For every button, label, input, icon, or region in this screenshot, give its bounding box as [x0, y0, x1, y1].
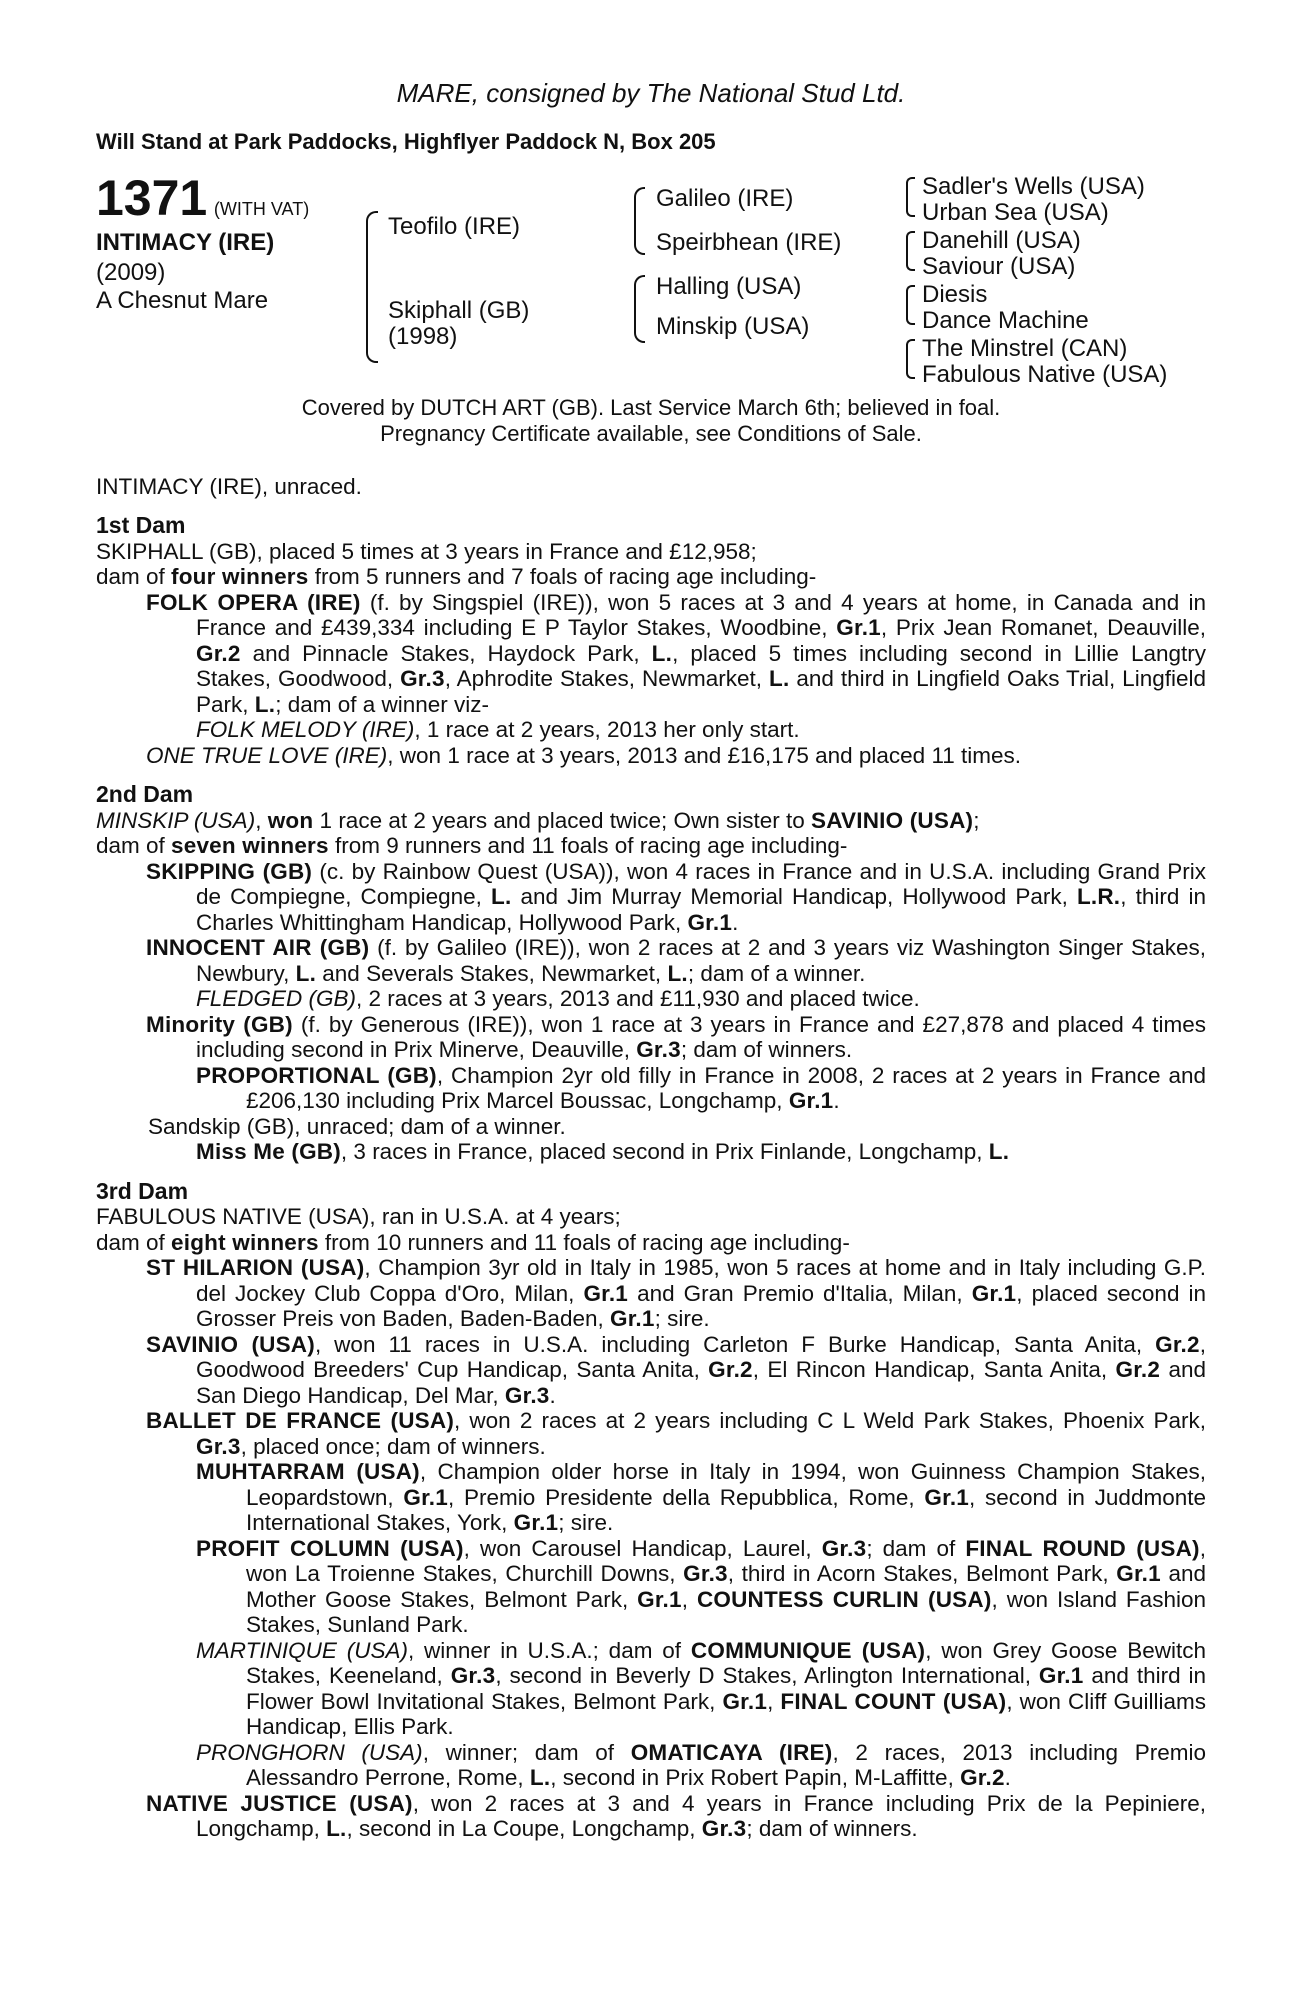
third-dam-text: FABULOUS NATIVE (USA), ran in U.S.A. at 4 years; dam of eight winners from 10 runners and 11 foals of racing age including-: [96, 1204, 850, 1255]
sire-parents-brace: [634, 187, 645, 255]
catalogue-page: [96, 78, 1206, 1842]
progeny-entry: PROFIT COLUMN (USA), won Carousel Handicap, Laurel, Gr.3; dam of FINAL ROUND (USA), won La Troienne Stakes, Churchill Downs, Gr.3, third in Acorn Stakes, Belmont Park, Gr.1 and Mother Goose Stakes, Belmont Park, Gr.1, COUNTESS CURLIN (USA), won Island Fashion Stakes, Sunland Park.: [196, 1535, 1207, 1638]
brace-g3-2: [906, 231, 915, 271]
brace-g3-4: [906, 339, 915, 379]
brace-g3-1: [906, 177, 915, 217]
progeny-entry: SAVINIO (USA), won 11 races in U.S.A. including Carleton F Burke Handicap, Santa Anita, Gr.2, Goodwood Breeders' Cup Handicap, Santa Anita, Gr.2, El Rincon Handicap, Santa Anita, Gr.2 and San Diego Handicap, Del Mar, Gr.3.: [146, 1331, 1206, 1408]
covering-note: [96, 395, 1206, 448]
first-dam-text: SKIPHALL (GB), placed 5 times at 3 years in France and £12,958; dam of four winners from 5 runners and 7 foals of racing age including-: [96, 538, 817, 590]
lot-number: 1371: [96, 170, 208, 226]
progeny-entry: Minority (GB) (f. by Generous (IRE)), won 1 race at 3 years in France and £27,878 and placed 4 times including second in Prix Minerve, Deauville, Gr.3; dam of winners.: [146, 1011, 1206, 1063]
progeny-entry: FOLK OPERA (IRE) (f. by Singspiel (IRE)), won 5 races at 3 and 4 years at home, in Canada and in France and £439,334 including E P Taylor Stakes, Woodbine, Gr.1, Prix Jean Romanet, Deauville, Gr.2 and Pinnacle Stakes, Haydock Park, L., placed 5 times including second in Lillie Langtry Stakes, Goodwood, Gr.3, Aphrodite Stakes, Newmarket, L. and third in Lingfield Oaks Trial, Lingfield Park, L.; dam of a winner viz-: [146, 589, 1206, 717]
progeny-entry: MARTINIQUE (USA), winner in U.S.A.; dam of COMMUNIQUE (USA), won Grey Goose Bewitch Stakes, Keeneland, Gr.3, second in Beverly D Stakes, Arlington International, Gr.1 and third in Flower Bowl Invitational Stakes, Belmont Park, Gr.1, FINAL COUNT (USA), won Cliff Guilliams Handicap, Ellis Park.: [196, 1637, 1207, 1740]
first-dam-heading: 1st Dam: [96, 512, 186, 539]
first-dam-section: [96, 513, 1206, 768]
pedigree-g3-2: Urban Sea (USA): [922, 199, 1109, 226]
brace-g3-3: [906, 285, 915, 325]
covered-line: Covered by DUTCH ART (GB). Last Service March 6th; believed in foal.: [301, 395, 1001, 420]
horse-name: INTIMACY (IRE): [96, 229, 275, 256]
pedigree-sire: Teofilo (IRE): [388, 213, 521, 240]
progeny-entry: NATIVE JUSTICE (USA), won 2 races at 3 and 4 years in France including Prix de la Pepiniere, Longchamp, L., second in La Coupe, Longchamp, Gr.3; dam of winners.: [146, 1790, 1206, 1842]
pedigree-g3-3: Danehill (USA): [922, 227, 1081, 254]
pedigree-dam-dam: Minskip (USA): [656, 313, 810, 340]
lot-header: [96, 170, 310, 226]
progeny-entry: ONE TRUE LOVE (IRE), won 1 race at 3 years, 2013 and £16,175 and placed 11 times.: [146, 742, 1022, 768]
pedigree-g3-6: Dance Machine: [922, 307, 1089, 334]
stand-location: Will Stand at Park Paddocks, Highflyer Paddock N, Box 205: [96, 129, 716, 154]
progeny-entry: PRONGHORN (USA), winner; dam of OMATICAYA (IRE), 2 races, 2013 including Premio Alessandro Perrone, Rome, L., second in Prix Robert Papin, M-Laffitte, Gr.2.: [196, 1739, 1206, 1791]
horse-year: (2009): [96, 259, 166, 286]
produce-record: [96, 474, 1206, 1842]
pedigree-g3-1: Sadler's Wells (USA): [922, 173, 1145, 200]
pedigree-block: [96, 170, 1206, 393]
progeny-entry: SKIPPING (GB) (c. by Rainbow Quest (USA)), won 4 races in France and in U.S.A. including Grand Prix de Compiegne, Compiegne, L. and Jim Murray Memorial Handicap, Hollywood Park, L.R., third in Charles Whittingham Handicap, Hollywood Park, Gr.1.: [146, 858, 1206, 935]
pedigree-dam-year: (1998): [388, 323, 458, 350]
pedigree-g3-5: Diesis: [922, 281, 988, 308]
progeny-entry: Miss Me (GB), 3 races in France, placed second in Prix Finlande, Longchamp, L.: [196, 1139, 1010, 1165]
progeny-entry: FLEDGED (GB), 2 races at 3 years, 2013 and £11,930 and placed twice.: [196, 986, 920, 1012]
pedigree-dam-sire: Halling (USA): [656, 273, 802, 300]
pedigree-g3-8: Fabulous Native (USA): [922, 361, 1168, 388]
pedigree-sire-sire: Galileo (IRE): [656, 185, 794, 212]
third-dam-heading: 3rd Dam: [96, 1177, 189, 1204]
progeny-entry: PROPORTIONAL (GB), Champion 2yr old filly in France in 2008, 2 races at 2 years in France and £206,130 including Prix Marcel Boussac, Longchamp, Gr.1.: [196, 1062, 1206, 1114]
vat-note: (WITH VAT): [213, 199, 310, 219]
horse-description: A Chesnut Mare: [96, 287, 269, 314]
progeny-entry: BALLET DE FRANCE (USA), won 2 races at 2 years including C L Weld Park Stakes, Phoenix Park, Gr.3, placed once; dam of winners.: [146, 1408, 1206, 1459]
pedigree-g3-7: The Minstrel (CAN): [922, 335, 1128, 362]
dam-parents-brace: [634, 275, 645, 343]
progeny-entry: ST HILARION (USA), Champion 3yr old in Italy in 1985, won 5 races at home and in Italy including G.P. del Jockey Club Coppa d'Oro, Milan, Gr.1 and Gran Premio d'Italia, Milan, Gr.1, placed second in Grosser Preis von Baden, Baden-Baden, Gr.1; sire.: [146, 1255, 1207, 1332]
consignor-line: MARE, consigned by The National Stud Ltd.: [396, 78, 906, 108]
intro-line: INTIMACY (IRE), unraced.: [96, 473, 362, 499]
second-dam-text: MINSKIP (USA), won 1 race at 2 years and placed twice; Own sister to SAVINIO (USA); dam of seven winners from 9 runners and 11 foals of racing age including-: [96, 807, 980, 859]
second-dam-heading: 2nd Dam: [96, 781, 194, 808]
second-dam-section: [96, 782, 1206, 1165]
progeny-entry: FOLK MELODY (IRE), 1 race at 2 years, 2013 her only start.: [196, 717, 800, 743]
pregnancy-line: Pregnancy Certificate available, see Conditions of Sale.: [380, 421, 922, 447]
pedigree-dam: Skiphall (GB): [388, 297, 530, 324]
pedigree-sire-dam: Speirbhean (IRE): [656, 229, 842, 256]
sire-dam-brace: [366, 211, 378, 363]
progeny-entry: INNOCENT AIR (GB) (f. by Galileo (IRE)), won 2 races at 2 and 3 years viz Washington Singer Stakes, Newbury, L. and Severals Stakes, Newmarket, L.; dam of a winner.: [146, 935, 1206, 986]
progeny-entry: MUHTARRAM (USA), Champion older horse in Italy in 1994, won Guinness Champion Stakes, Leopardstown, Gr.1, Premio Presidente della Repubblica, Rome, Gr.1, second in Juddmonte International Stakes, York, Gr.1; sire.: [196, 1459, 1207, 1536]
pedigree-g3-4: Saviour (USA): [922, 253, 1076, 280]
progeny-entry: Sandskip (GB), unraced; dam of a winner.: [148, 1113, 566, 1139]
third-dam-section: [96, 1179, 1206, 1842]
